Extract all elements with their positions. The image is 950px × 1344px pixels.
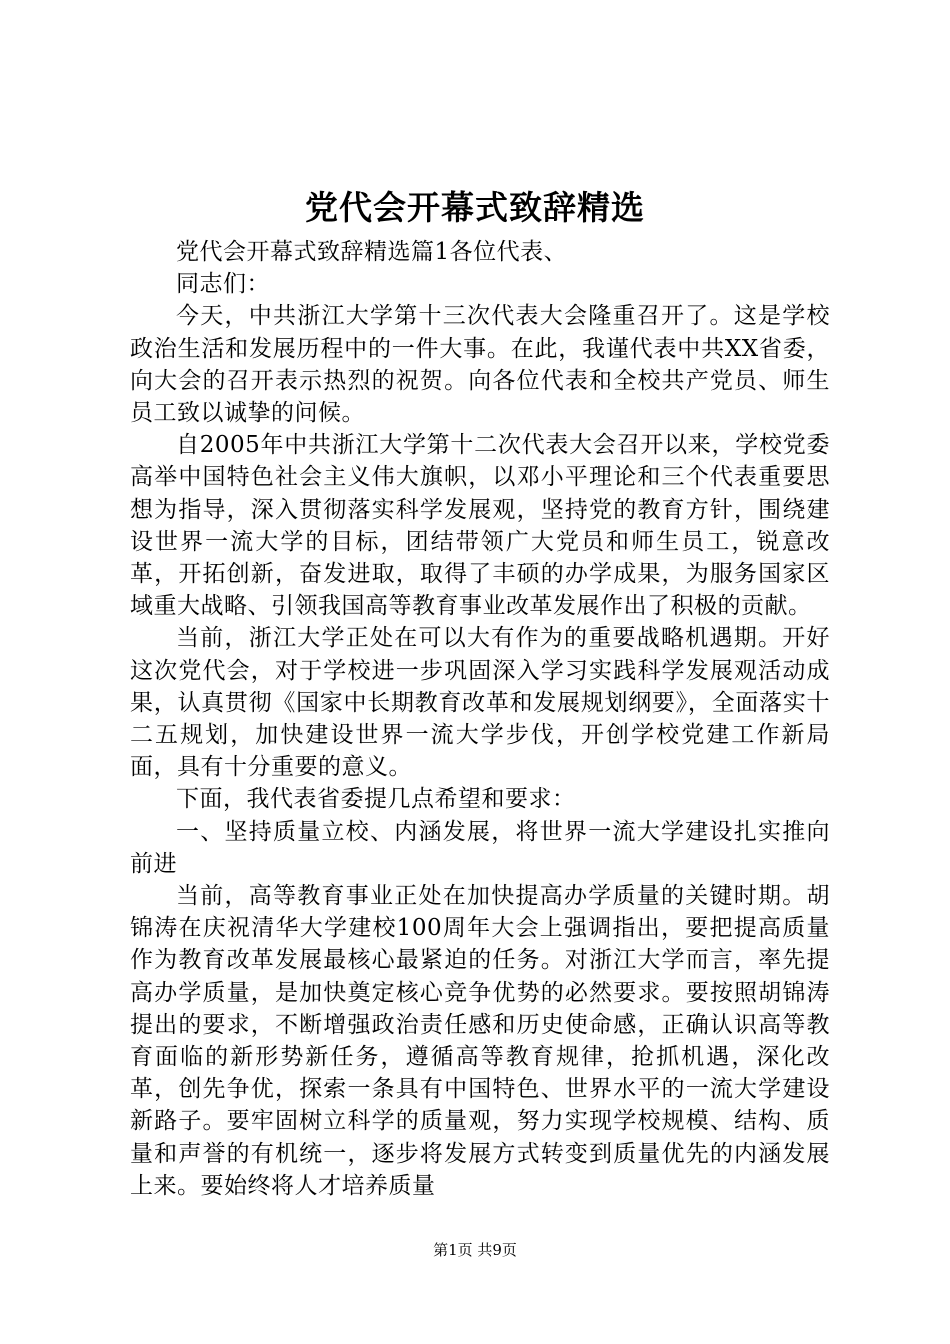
document-title: 党代会开幕式致辞精选 [305,188,645,227]
paragraph: 当前，浙江大学正处在可以大有作为的重要战略机遇期。开好这次党代会，对于学校进一步巩固深入学习实践科学发展观活动成果，认真贯彻《国家中长期教育改革和发展规划纲要》，全面落实十二五规划，加快建设世界一流大学步伐，开创学校党建工作新局面，具有十分重要的意义。 [130,625,830,781]
paragraph: 当前，高等教育事业正处在加快提高办学质量的关键时期。胡锦涛在庆祝清华大学建校100周年大会上强调指出，要把提高质量作为教育改革发展最核心最紧迫的任务。对浙江大学而言，率先提高办学质量，是加快奠定核心竞争优势的必然要求。要按照胡锦涛提出的要求，不断增强政治责任感和历史使命感，正确认识高等教育面临的新形势新任务，遵循高等教育规律，抢抓机遇，深化改革，创先争优，探索一条具有中国特色、世界水平的一流大学建设新路子。要牢固树立科学的质量观，努力实现学校规模、结构、质量和声誉的有机统一，逐步将发展方式转变到质量优先的内涵发展上来。要始终将人才培养质量 [130,883,830,1199]
paragraph: 自2005年中共浙江大学第十二次代表大会召开以来，学校党委高举中国特色社会主义伟大旗帜，以邓小平理论和三个代表重要思想为指导，深入贯彻落实科学发展观，坚持党的教育方针，围绕建设世界一流大学的目标，团结带领广大党员和师生员工，锐意改革，开拓创新，奋发进取，取得了丰硕的办学成果，为服务国家区域重大战略、引领我国高等教育事业改革发展作出了积极的贡献。 [130,432,830,620]
paragraph: 党代会开幕式致辞精选篇1各位代表、 [176,239,568,265]
paragraph: 下面，我代表省委提几点希望和要求： [176,786,576,813]
document-body [130,236,830,1202]
paragraph: 同志们： [176,271,270,298]
paragraph: 今天，中共浙江大学第十三次代表大会隆重召开了。这是学校政治生活和发展历程中的一件大事。在此，我谨代表中共XX省委，向大会的召开表示热烈的祝贺。向各位代表和全校共产党员、师生员工致以诚挚的问候。 [130,303,830,427]
paragraph: 一、坚持质量立校、内涵发展，将世界一流大学建设扎实推向前进 [130,818,830,877]
page-footer: 第1页 共9页 [433,1241,517,1259]
